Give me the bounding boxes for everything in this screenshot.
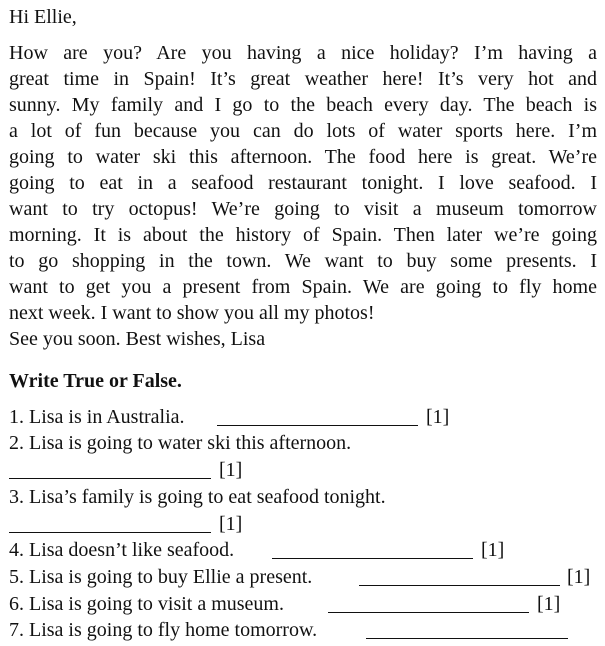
question-4-answer-blank[interactable] (272, 558, 473, 559)
letter-body-line: want to try octopus! We’re going to visit a museum tomorrow (9, 198, 597, 220)
exercise-heading: Write True or False. (9, 370, 182, 392)
question-4-marks: [1] (481, 539, 505, 561)
question-6-answer-blank[interactable] (328, 612, 529, 613)
question-2-marks: [1] (219, 459, 243, 481)
letter-body-line: a lot of fun because you can do lots of water sports here. I’m (9, 120, 597, 142)
letter-greeting: Hi Ellie, (9, 6, 77, 28)
letter-body-line: next week. I want to show you all my photos! (9, 302, 375, 324)
question-2-answer-blank[interactable] (9, 478, 211, 479)
question-5-answer-blank[interactable] (359, 585, 560, 586)
question-5-text: 5. Lisa is going to buy Ellie a present. (9, 566, 313, 588)
question-3-text: 3. Lisa’s family is going to eat seafood tonight. (9, 486, 386, 508)
question-5-marks: [1] (567, 566, 591, 588)
letter-body-line: going to water ski this afternoon. The food here is great. We’re (9, 146, 597, 168)
letter-body-line: sunny. My family and I go to the beach every day. The beach is (9, 94, 597, 116)
question-3-answer-blank[interactable] (9, 532, 211, 533)
question-1-marks: [1] (426, 406, 450, 428)
letter-body-line: How are you? Are you having a nice holiday? I’m having a (9, 42, 597, 64)
question-7-text: 7. Lisa is going to fly home tomorrow. (9, 619, 318, 641)
question-6-marks: [1] (537, 593, 561, 615)
question-3-marks: [1] (219, 513, 243, 535)
question-7-answer-blank[interactable] (366, 638, 568, 639)
letter-body-line: going to eat in a seafood restaurant tonight. I love seafood. I (9, 172, 597, 194)
letter-closing: See you soon. Best wishes, Lisa (9, 328, 266, 350)
question-2-text: 2. Lisa is going to water ski this afternoon. (9, 432, 352, 454)
letter-body-line: want to get you a present from Spain. We are going to fly home (9, 276, 597, 298)
question-1-text: 1. Lisa is in Australia. (9, 406, 185, 428)
letter-body-line: great time in Spain! It’s great weather here! It’s very hot and (9, 68, 597, 90)
letter-body-line: morning. It is about the history of Spain. Then later we’re going (9, 224, 597, 246)
question-4-text: 4. Lisa doesn’t like seafood. (9, 539, 235, 561)
question-1-answer-blank[interactable] (217, 425, 418, 426)
question-6-text: 6. Lisa is going to visit a museum. (9, 593, 284, 615)
letter-body-line: to go shopping in the town. We want to buy some presents. I (9, 250, 597, 272)
